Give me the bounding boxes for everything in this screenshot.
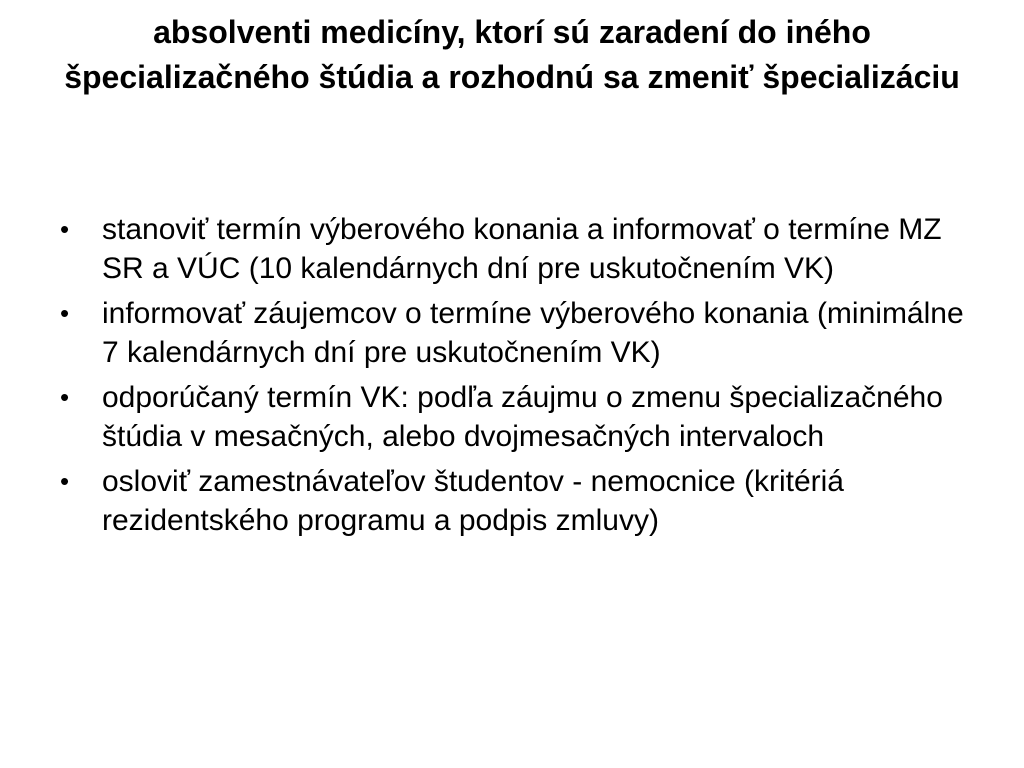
bullet-list [58, 210, 988, 546]
bullet-text: informovať záujemcov o termíne výberového konania (minimálne 7 kalendárnych dní pre uskutočnením VK) [102, 297, 964, 369]
bullet-text: stanoviť termín výberového konania a informovať o termíne MZ SR a VÚC (10 kalendárnych dní pre uskutočnením VK) [102, 213, 942, 285]
bullet-item [58, 294, 988, 372]
slide-title: absolventi medicíny, ktorí sú zaradení do iného špecializačného štúdia a rozhodnú sa zmeniť špecializáciu [64, 14, 960, 95]
bullet-icon: • [60, 214, 70, 244]
bullet-icon: • [60, 298, 70, 328]
bullet-item [58, 210, 988, 288]
bullet-icon: • [60, 466, 70, 496]
bullet-item [58, 378, 988, 456]
bullet-item [58, 462, 988, 540]
bullet-icon: • [60, 382, 70, 412]
bullet-text: odporúčaný termín VK: podľa záujmu o zmenu špecializačného štúdia v mesačných, alebo dvojmesačných intervaloch [102, 381, 943, 453]
bullet-text: osloviť zamestnávateľov študentov - nemocnice (kritériá rezidentského programu a podpis zmluvy) [102, 465, 844, 537]
